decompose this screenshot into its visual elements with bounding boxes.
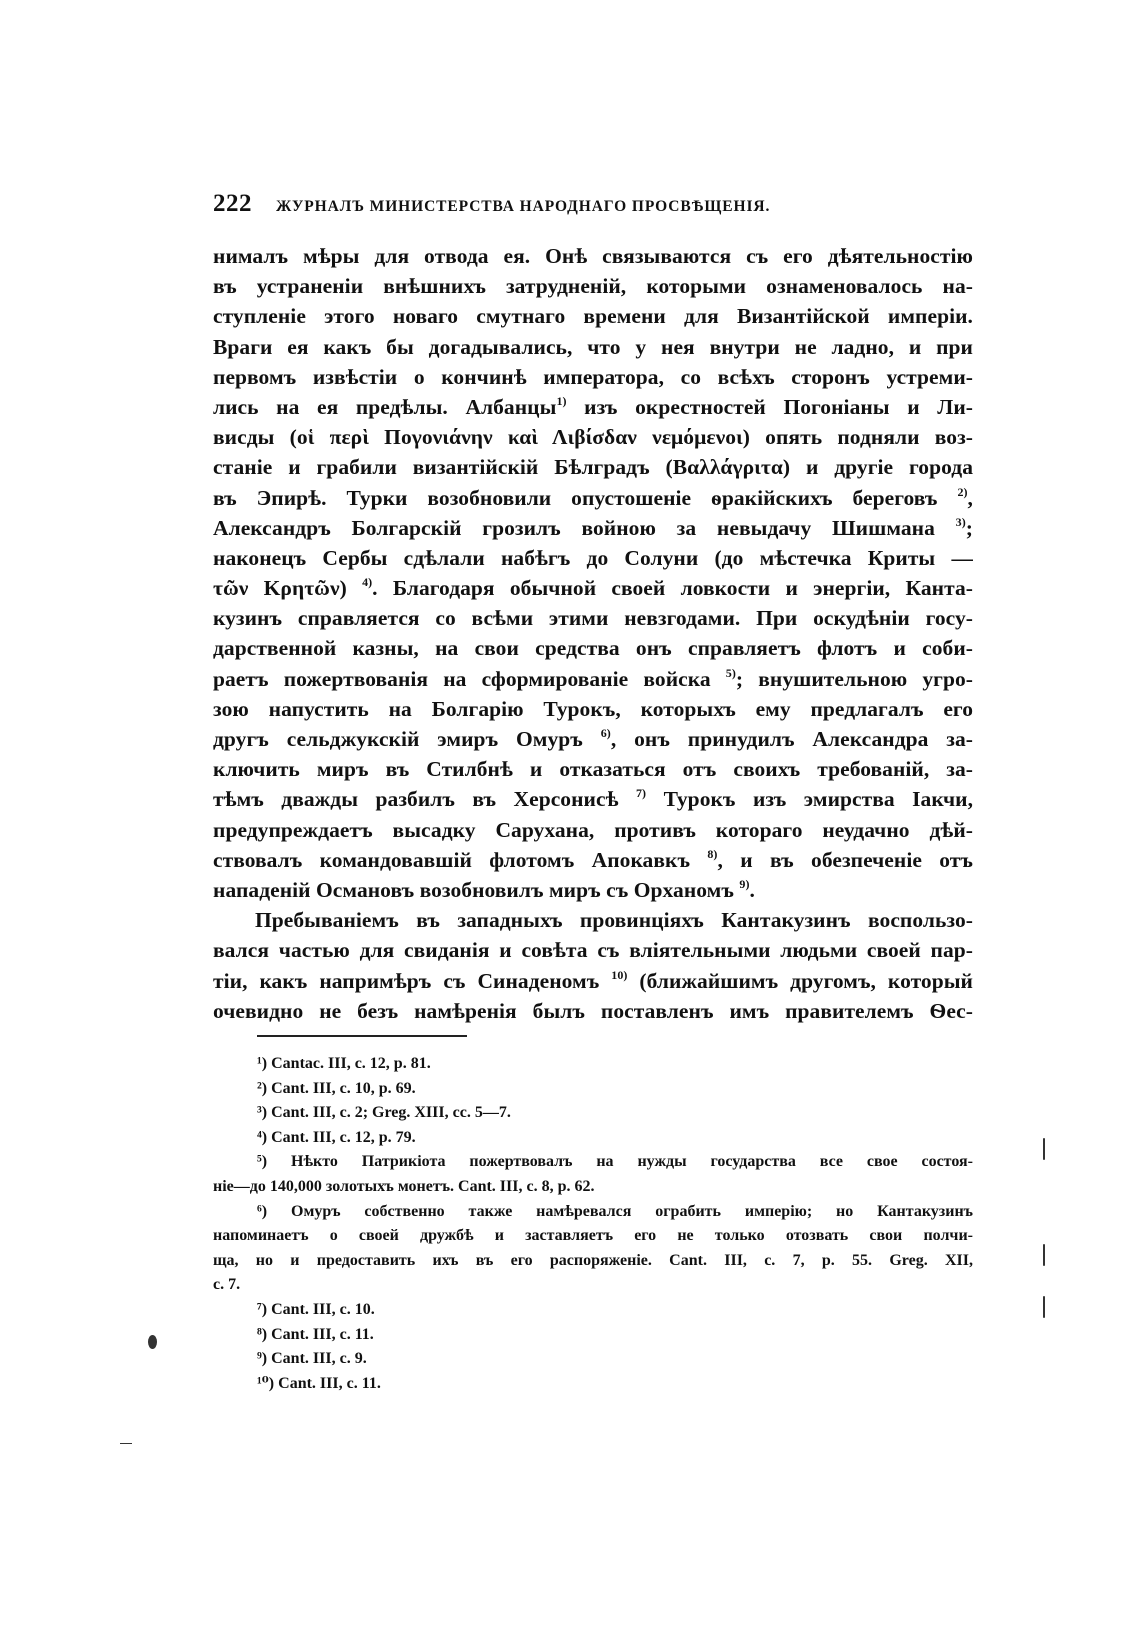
text-fragment: висды (οἱ περὶ Πογονιάνην καὶ Λιβίσδαν νεμόμενοι) опять подняли (213, 425, 920, 450)
text-fragment: , (967, 485, 973, 510)
text-fragment: нападеній Османовъ возобновилъ миръ съ Орханомъ (213, 877, 734, 902)
text-line: кузинъ справляется со всѣми этими невзгодами. При оскудѣніи госу- (213, 606, 973, 631)
text-fragment: въ Эпирѣ. Турки возобновили опустошеніе ѳракійскихъ береговъ (213, 485, 938, 510)
footnote-ref: 5) (725, 665, 736, 680)
text-line: ступленіе этого новаго смутнаго времени для Византійской имперіи. (213, 304, 973, 329)
footnote: ³) Cant. III, c. 2; Greg. XIII, cc. 5—7. (257, 1104, 511, 1122)
footnote: ⁹) Cant. III, c. 9. (257, 1350, 367, 1368)
ink-speck (1043, 1296, 1045, 1318)
footnote-ref: 1) (556, 393, 567, 408)
text-line: вался частью для свиданія и совѣта съ вліятельными людьми своей пар- (213, 938, 973, 963)
footnote: ⁴) Cant. III, c. 12, p. 79. (257, 1128, 416, 1146)
text-fragment: ; (965, 515, 973, 540)
text-fragment: , онъ принудилъ Александра за- (610, 727, 973, 751)
footnote-continuation: ща, но и предоставить ихъ въ его распоряженіе. Cant. III, c. 7, p. 55. Greg. XII, (213, 1251, 973, 1269)
text-fragment: другъ сельджукскій эмиръ Омуръ (213, 727, 583, 751)
text-fragment: τῶν Κρητῶν) (213, 576, 347, 601)
footnote-ref: 2) (957, 484, 968, 499)
text-fragment: (ближайшимъ другомъ, который (639, 968, 973, 993)
text-fragment: , и въ обезпеченіе отъ (717, 847, 973, 872)
footnotes (213, 1052, 973, 1396)
text-line (213, 845, 973, 875)
footnote-continuation: напоминаетъ о своей дружбѣ и заставляетъ его не только отозвать свои полчи- (213, 1227, 973, 1245)
footnote-ref: 10) (611, 967, 628, 982)
text-line: въ устраненіи внѣшнихъ затрудненій, которыми ознаменовалось на- (213, 274, 973, 299)
footnote-ref: 9) (739, 876, 750, 891)
text-line (213, 392, 973, 422)
text-fragment: . Благодаря обычной своей ловкости и энергіи, Канта- (372, 576, 973, 601)
text-line (213, 724, 973, 754)
text-line (213, 483, 973, 513)
text-line: предупреждаетъ высадку Сарухана, противъ котораго неудачно дѣй- (213, 817, 973, 842)
text-fragment: . (749, 877, 755, 902)
page-header (213, 190, 973, 224)
footnote: ¹) Cantac. III, c. 12, p. 81. (257, 1055, 431, 1072)
ink-speck (148, 1335, 157, 1349)
footnote-ref: 8) (707, 846, 718, 861)
main-text (213, 241, 973, 1026)
page-number: 222 (213, 190, 252, 217)
footnote: ⁷) Cant. III, c. 10. (257, 1300, 375, 1318)
footnote-continuation: ніе—до 140,000 золотыхъ монетъ. Cant. III, c. 8, p. 62. (213, 1177, 595, 1195)
footnote-ref: 7) (636, 786, 647, 801)
text-line: нималъ мѣры для отвода ея. Онѣ связываются съ его дѣятельностію (213, 244, 973, 268)
footnote: ⁵) Нѣкто Патрикіота пожертвовалъ на нужды государства все свое состоя- (257, 1153, 973, 1171)
footnote-ref: 4) (362, 575, 373, 590)
footnote: ¹⁰) Cant. III, c. 11. (257, 1374, 381, 1392)
text-fragment: ствовалъ командовавшій флотомъ Апокавкъ (213, 847, 691, 872)
text-fragment: Александръ Болгарскій грозилъ войною за невыдачу Шишмана (213, 515, 935, 540)
ink-speck (1043, 1244, 1045, 1266)
footnote-ref: 3) (955, 514, 966, 529)
text-line: Враги ея какъ бы догадывались, что у нея внутри не ладно, и при (213, 334, 973, 359)
text-line: очевидно не безъ намѣренія былъ поставленъ имъ правителемъ Ѳес- (213, 998, 973, 1023)
text-line (213, 573, 973, 603)
text-line: станіе и грабили византійскій Бѣлградъ (Βαλλάγριτα) и другіе города (213, 455, 973, 480)
text-line (213, 875, 973, 905)
text-line (213, 966, 973, 996)
text-fragment: изъ окрестностей Погоніаны и Ли- (584, 394, 973, 419)
running-title: ЖУРНАЛЪ МИНИСТЕРСТВА НАРОДНАГО ПРОСВѢЩЕНІЯ. (276, 198, 771, 215)
ink-speck (1043, 1138, 1045, 1160)
text-fragment: ; внушительною угро- (735, 666, 973, 691)
text-fragment: тіи, какъ напримѣръ съ Синаденомъ (213, 968, 600, 993)
footnote-ref: 6) (600, 726, 611, 740)
text-line: зою напустить на Болгарію Турокъ, которыхъ ему предлагалъ его (213, 696, 973, 721)
text-line: первомъ извѣстіи о кончинѣ императора, со всѣхъ сторонъ устреми- (213, 364, 973, 389)
ink-speck (120, 1443, 132, 1444)
text-fragment: Турокъ изъ эмирства Іакчи, (663, 787, 973, 812)
text-fragment: раетъ пожертвованія на сформированіе войска (213, 666, 711, 691)
footnote-divider (257, 1035, 467, 1037)
text-fragment: воз- (934, 425, 973, 450)
footnote: ⁶) Омуръ собственно также намѣревался ограбить имперію; но Кантакузинъ (257, 1202, 973, 1220)
text-line (213, 664, 973, 694)
text-line: Пребываніемъ въ западныхъ провинціяхъ Кантакузинъ воспользо- (255, 908, 973, 933)
footnote: ⁸) Cant. III, c. 11. (257, 1325, 374, 1343)
text-line (213, 513, 973, 543)
text-line: дарственной казны, на свои средства онъ справляетъ флотъ и соби- (213, 636, 973, 661)
text-line: ключить миръ въ Стилбнѣ и отказаться отъ своихъ требованій, за- (213, 757, 973, 782)
text-line (213, 422, 973, 452)
text-fragment: тѣмъ дважды разбилъ въ Херсонисѣ (213, 787, 619, 812)
text-line: наконецъ Сербы сдѣлали набѣгъ до Солуни (до мѣстечка Криты — (213, 545, 973, 570)
footnote: ²) Cant. III, c. 10, p. 69. (257, 1079, 416, 1097)
text-fragment: лись на ея предѣлы. Албанцы (213, 394, 557, 419)
text-line (213, 784, 973, 814)
footnote-continuation: c. 7. (213, 1276, 241, 1294)
